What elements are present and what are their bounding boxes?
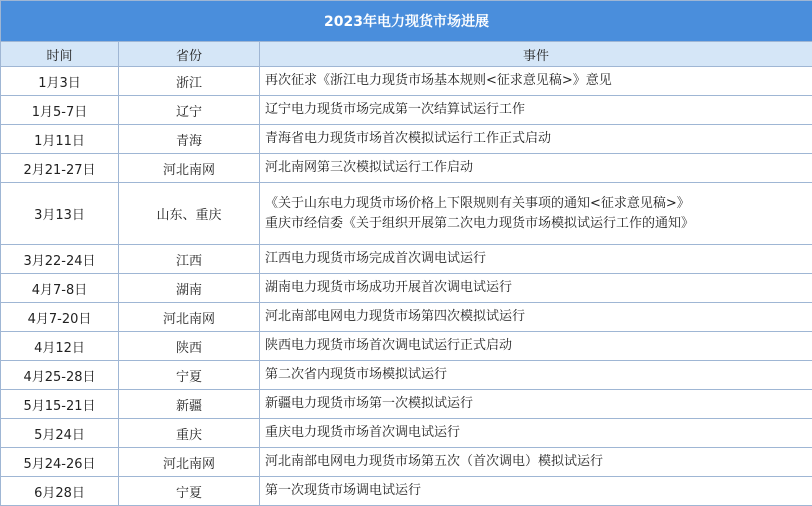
table-row bbox=[1, 332, 812, 361]
row-event bbox=[260, 154, 812, 183]
header-date: 时间 bbox=[1, 42, 119, 67]
row-province: 湖南 bbox=[119, 274, 260, 303]
row-event bbox=[260, 390, 812, 419]
row-event-line: 河北南部电网电力现货市场第五次（首次调电）模拟试运行 bbox=[265, 452, 812, 472]
row-province: 青海 bbox=[119, 125, 260, 154]
row-province: 山东、重庆 bbox=[119, 183, 260, 245]
table-row bbox=[1, 183, 812, 245]
row-province: 陕西 bbox=[119, 332, 260, 361]
table-row bbox=[1, 154, 812, 183]
row-date: 4月7-8日 bbox=[1, 274, 119, 303]
table-row bbox=[1, 67, 812, 96]
row-date: 4月12日 bbox=[1, 332, 119, 361]
row-date: 6月28日 bbox=[1, 477, 119, 506]
row-date: 2月21-27日 bbox=[1, 154, 119, 183]
row-date: 3月13日 bbox=[1, 183, 119, 245]
row-province: 河北南网 bbox=[119, 154, 260, 183]
header-event: 事件 bbox=[260, 42, 812, 67]
table-row bbox=[1, 125, 812, 154]
row-province: 河北南网 bbox=[119, 448, 260, 477]
row-event bbox=[260, 245, 812, 274]
row-province: 宁夏 bbox=[119, 361, 260, 390]
row-event bbox=[260, 448, 812, 477]
table-body bbox=[1, 67, 812, 506]
row-event bbox=[260, 125, 812, 154]
table-row bbox=[1, 274, 812, 303]
row-date: 1月5-7日 bbox=[1, 96, 119, 125]
table-title-row bbox=[1, 1, 812, 42]
row-date: 4月25-28日 bbox=[1, 361, 119, 390]
row-date: 5月15-21日 bbox=[1, 390, 119, 419]
row-event bbox=[260, 303, 812, 332]
table-header-row bbox=[1, 42, 812, 67]
table-title: 2023年电力现货市场进展 bbox=[1, 1, 812, 42]
table-row bbox=[1, 419, 812, 448]
row-event bbox=[260, 274, 812, 303]
row-event-line: 重庆电力现货市场首次调电试运行 bbox=[265, 423, 812, 443]
table-row bbox=[1, 477, 812, 506]
row-date: 1月11日 bbox=[1, 125, 119, 154]
row-event-line: 江西电力现货市场完成首次调电试运行 bbox=[265, 249, 812, 269]
row-event bbox=[260, 419, 812, 448]
header-province: 省份 bbox=[119, 42, 260, 67]
row-province: 宁夏 bbox=[119, 477, 260, 506]
row-event-line: 新疆电力现货市场第一次模拟试运行 bbox=[265, 394, 812, 414]
row-event-line: 湖南电力现货市场成功开展首次调电试运行 bbox=[265, 278, 812, 298]
row-province: 新疆 bbox=[119, 390, 260, 419]
row-province: 江西 bbox=[119, 245, 260, 274]
row-date: 5月24-26日 bbox=[1, 448, 119, 477]
row-event-line: 青海省电力现货市场首次模拟试运行工作正式启动 bbox=[265, 129, 812, 149]
row-date: 1月3日 bbox=[1, 67, 119, 96]
row-date: 3月22-24日 bbox=[1, 245, 119, 274]
row-date: 5月24日 bbox=[1, 419, 119, 448]
row-event-line: 第一次现货市场调电试运行 bbox=[265, 481, 812, 501]
row-province: 重庆 bbox=[119, 419, 260, 448]
table-row bbox=[1, 390, 812, 419]
table-row bbox=[1, 245, 812, 274]
row-event-line: 再次征求《浙江电力现货市场基本规则<征求意见稿>》意见 bbox=[265, 71, 812, 91]
row-date: 4月7-20日 bbox=[1, 303, 119, 332]
table-row bbox=[1, 361, 812, 390]
row-event bbox=[260, 332, 812, 361]
row-event-line: 河北南部电网电力现货市场第四次模拟试运行 bbox=[265, 307, 812, 327]
table-row bbox=[1, 448, 812, 477]
row-province: 浙江 bbox=[119, 67, 260, 96]
row-event bbox=[260, 183, 812, 245]
table-row bbox=[1, 96, 812, 125]
row-event bbox=[260, 361, 812, 390]
row-event-line: 重庆市经信委《关于组织开展第二次电力现货市场模拟试运行工作的通知》 bbox=[265, 214, 812, 234]
table-row bbox=[1, 303, 812, 332]
row-province: 辽宁 bbox=[119, 96, 260, 125]
row-province: 河北南网 bbox=[119, 303, 260, 332]
row-event bbox=[260, 96, 812, 125]
row-event-line: 河北南网第三次模拟试运行工作启动 bbox=[265, 158, 812, 178]
row-event bbox=[260, 477, 812, 506]
row-event-line: 第二次省内现货市场模拟试运行 bbox=[265, 365, 812, 385]
row-event bbox=[260, 67, 812, 96]
row-event-line: 辽宁电力现货市场完成第一次结算试运行工作 bbox=[265, 100, 812, 120]
row-event-line: 陕西电力现货市场首次调电试运行正式启动 bbox=[265, 336, 812, 356]
row-event-line: 《关于山东电力现货市场价格上下限规则有关事项的通知<征求意见稿>》 bbox=[265, 194, 812, 214]
